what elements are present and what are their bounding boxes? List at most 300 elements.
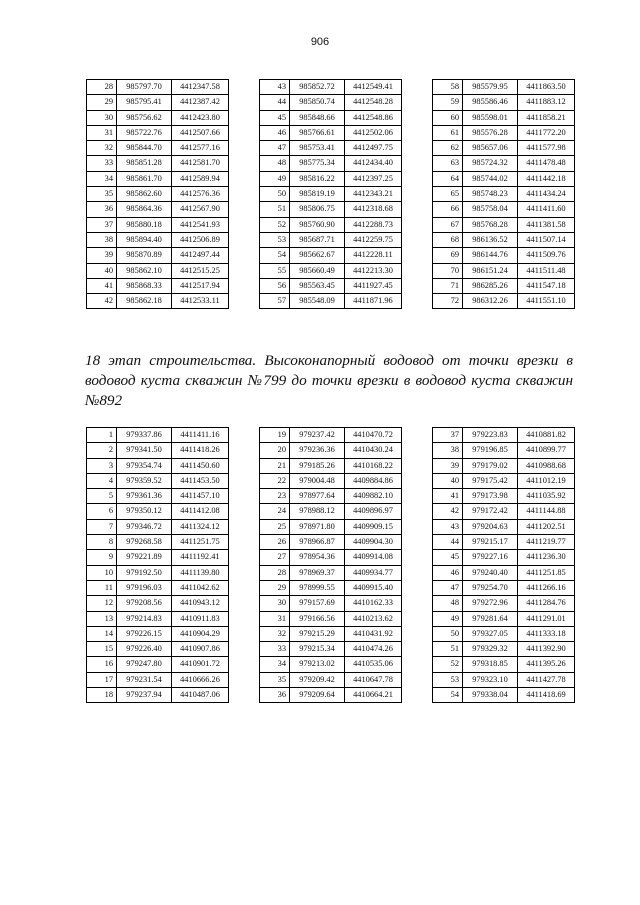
- table-row: [87, 125, 229, 140]
- x-coordinate-cell: 979236.36: [290, 443, 345, 458]
- y-coordinate-cell: 4410901.72: [172, 657, 229, 672]
- y-coordinate-cell: 4411219.77: [518, 535, 575, 550]
- table-row: [433, 443, 575, 458]
- x-coordinate-cell: 985662.67: [290, 248, 345, 263]
- y-coordinate-cell: 4411442.18: [518, 171, 575, 186]
- point-number-cell: 15: [87, 642, 117, 657]
- coordinates-table-bottom-1: [86, 427, 229, 703]
- x-coordinate-cell: 979215.29: [290, 626, 345, 641]
- y-coordinate-cell: 4412548.28: [345, 95, 402, 110]
- point-number-cell: 2: [87, 443, 117, 458]
- table-row: [260, 550, 402, 565]
- point-number-cell: 19: [260, 428, 290, 443]
- y-coordinate-cell: 4411453.50: [172, 473, 229, 488]
- x-coordinate-cell: 985844.70: [117, 141, 172, 156]
- x-coordinate-cell: 978988.12: [290, 504, 345, 519]
- point-number-cell: 62: [433, 141, 463, 156]
- y-coordinate-cell: 4411551.10: [518, 294, 575, 309]
- y-coordinate-cell: 4411236.30: [518, 550, 575, 565]
- y-coordinate-cell: 4410213.62: [345, 611, 402, 626]
- table-row: [433, 565, 575, 580]
- point-number-cell: 14: [87, 626, 117, 641]
- table-row: [260, 458, 402, 473]
- point-number-cell: 33: [87, 156, 117, 171]
- table-row: [260, 217, 402, 232]
- y-coordinate-cell: 4411412.08: [172, 504, 229, 519]
- x-coordinate-cell: 979196.85: [463, 443, 518, 458]
- x-coordinate-cell: 979215.34: [290, 642, 345, 657]
- table-row: [87, 489, 229, 504]
- point-number-cell: 55: [260, 263, 290, 278]
- table-row: [87, 217, 229, 232]
- y-coordinate-cell: 4411427.78: [518, 672, 575, 687]
- y-coordinate-cell: 4411144.88: [518, 504, 575, 519]
- table-row: [260, 187, 402, 202]
- y-coordinate-cell: 4411139.80: [172, 565, 229, 580]
- table-row: [260, 278, 402, 293]
- x-coordinate-cell: 979196.03: [117, 580, 172, 595]
- table-row: [260, 473, 402, 488]
- table-row: [433, 504, 575, 519]
- table-row: [87, 278, 229, 293]
- point-number-cell: 7: [87, 519, 117, 534]
- table-row: [433, 458, 575, 473]
- y-coordinate-cell: 4411202.51: [518, 519, 575, 534]
- x-coordinate-cell: 985862.10: [117, 263, 172, 278]
- x-coordinate-cell: 979237.94: [117, 688, 172, 703]
- table-row: [87, 473, 229, 488]
- x-coordinate-cell: 979226.15: [117, 626, 172, 641]
- point-number-cell: 43: [433, 519, 463, 534]
- table-row: [260, 504, 402, 519]
- x-coordinate-cell: 978969.37: [290, 565, 345, 580]
- x-coordinate-cell: 979247.80: [117, 657, 172, 672]
- table-row: [87, 80, 229, 95]
- y-coordinate-cell: 4410470.72: [345, 428, 402, 443]
- y-coordinate-cell: 4412577.16: [172, 141, 229, 156]
- x-coordinate-cell: 979209.42: [290, 672, 345, 687]
- point-number-cell: 50: [260, 187, 290, 202]
- x-coordinate-cell: 979327.05: [463, 626, 518, 641]
- table-row: [433, 171, 575, 186]
- point-number-cell: 3: [87, 458, 117, 473]
- x-coordinate-cell: 979208.56: [117, 596, 172, 611]
- y-coordinate-cell: 4411863.50: [518, 80, 575, 95]
- x-coordinate-cell: 985768.28: [463, 217, 518, 232]
- y-coordinate-cell: 4410487.06: [172, 688, 229, 703]
- y-coordinate-cell: 4411012.19: [518, 473, 575, 488]
- point-number-cell: 26: [260, 535, 290, 550]
- y-coordinate-cell: 4411251.75: [172, 535, 229, 550]
- point-number-cell: 40: [433, 473, 463, 488]
- table-row: [260, 141, 402, 156]
- y-coordinate-cell: 4412434.40: [345, 156, 402, 171]
- x-coordinate-cell: 979350.12: [117, 504, 172, 519]
- y-coordinate-cell: 4410162.33: [345, 596, 402, 611]
- point-number-cell: 64: [433, 171, 463, 186]
- point-number-cell: 56: [260, 278, 290, 293]
- table-row: [87, 428, 229, 443]
- table-row: [87, 580, 229, 595]
- x-coordinate-cell: 979240.40: [463, 565, 518, 580]
- point-number-cell: 54: [433, 688, 463, 703]
- table-row: [260, 596, 402, 611]
- table-row: [260, 156, 402, 171]
- point-number-cell: 51: [260, 202, 290, 217]
- y-coordinate-cell: 4411772.20: [518, 125, 575, 140]
- y-coordinate-cell: 4409909.15: [345, 519, 402, 534]
- point-number-cell: 48: [433, 596, 463, 611]
- point-number-cell: 44: [433, 535, 463, 550]
- section-heading: 18 этап строительства. Высоконапорный водовод от точки врезки в водовод куста скважин №799 до точки врезки в водовод куста скважин №892: [85, 352, 573, 409]
- x-coordinate-cell: 978971.80: [290, 519, 345, 534]
- y-coordinate-cell: 4412507.66: [172, 125, 229, 140]
- table-row: [433, 535, 575, 550]
- x-coordinate-cell: 985851.28: [117, 156, 172, 171]
- y-coordinate-cell: 4411547.18: [518, 278, 575, 293]
- y-coordinate-cell: 4410535.06: [345, 657, 402, 672]
- point-number-cell: 8: [87, 535, 117, 550]
- y-coordinate-cell: 4411251.85: [518, 565, 575, 580]
- x-coordinate-cell: 979323.10: [463, 672, 518, 687]
- table-row: [260, 294, 402, 309]
- x-coordinate-cell: 979185.26: [290, 458, 345, 473]
- y-coordinate-cell: 4411457.10: [172, 489, 229, 504]
- point-number-cell: 71: [433, 278, 463, 293]
- table-row: [433, 626, 575, 641]
- point-number-cell: 30: [260, 596, 290, 611]
- x-coordinate-cell: 985797.70: [117, 80, 172, 95]
- x-coordinate-cell: 979346.72: [117, 519, 172, 534]
- x-coordinate-cell: 985760.90: [290, 217, 345, 232]
- table-row: [433, 217, 575, 232]
- point-number-cell: 25: [260, 519, 290, 534]
- point-number-cell: 28: [260, 565, 290, 580]
- x-coordinate-cell: 979173.98: [463, 489, 518, 504]
- point-number-cell: 53: [433, 672, 463, 687]
- x-coordinate-cell: 985586.46: [463, 95, 518, 110]
- point-number-cell: 42: [87, 294, 117, 309]
- point-number-cell: 29: [260, 580, 290, 595]
- y-coordinate-cell: 4411333.18: [518, 626, 575, 641]
- table-row: [433, 672, 575, 687]
- x-coordinate-cell: 985870.89: [117, 248, 172, 263]
- point-number-cell: 36: [260, 688, 290, 703]
- table-row: [433, 80, 575, 95]
- table-row: [260, 535, 402, 550]
- point-number-cell: 53: [260, 232, 290, 247]
- point-number-cell: 20: [260, 443, 290, 458]
- x-coordinate-cell: 985816.22: [290, 171, 345, 186]
- y-coordinate-cell: 4411042.62: [172, 580, 229, 595]
- y-coordinate-cell: 4410474.26: [345, 642, 402, 657]
- x-coordinate-cell: 978977.64: [290, 489, 345, 504]
- point-number-cell: 72: [433, 294, 463, 309]
- y-coordinate-cell: 4412515.25: [172, 263, 229, 278]
- x-coordinate-cell: 986151.24: [463, 263, 518, 278]
- x-coordinate-cell: 979204.63: [463, 519, 518, 534]
- y-coordinate-cell: 4411266.16: [518, 580, 575, 595]
- point-number-cell: 45: [260, 110, 290, 125]
- x-coordinate-cell: 985657.06: [463, 141, 518, 156]
- y-coordinate-cell: 4411883.12: [518, 95, 575, 110]
- point-number-cell: 28: [87, 80, 117, 95]
- table-row: [260, 657, 402, 672]
- table-row: [87, 187, 229, 202]
- y-coordinate-cell: 4411381.58: [518, 217, 575, 232]
- point-number-cell: 57: [260, 294, 290, 309]
- x-coordinate-cell: 978966.87: [290, 535, 345, 550]
- table-row: [87, 443, 229, 458]
- x-coordinate-cell: 979223.83: [463, 428, 518, 443]
- table-row: [260, 95, 402, 110]
- table-row: [260, 232, 402, 247]
- y-coordinate-cell: 4412589.94: [172, 171, 229, 186]
- table-row: [433, 611, 575, 626]
- point-number-cell: 40: [87, 263, 117, 278]
- y-coordinate-cell: 4411395.26: [518, 657, 575, 672]
- table-row: [87, 611, 229, 626]
- coordinates-table-bottom-2: [259, 427, 402, 703]
- point-number-cell: 4: [87, 473, 117, 488]
- table-row: [87, 171, 229, 186]
- coordinates-table-top-3: [432, 79, 575, 309]
- x-coordinate-cell: 979175.42: [463, 473, 518, 488]
- point-number-cell: 43: [260, 80, 290, 95]
- table-row: [433, 519, 575, 534]
- table-row: [87, 202, 229, 217]
- table-row: [260, 580, 402, 595]
- x-coordinate-cell: 985576.28: [463, 125, 518, 140]
- x-coordinate-cell: 985819.19: [290, 187, 345, 202]
- x-coordinate-cell: 985548.09: [290, 294, 345, 309]
- x-coordinate-cell: 979213.02: [290, 657, 345, 672]
- point-number-cell: 29: [87, 95, 117, 110]
- x-coordinate-cell: 979215.17: [463, 535, 518, 550]
- y-coordinate-cell: 4412549.41: [345, 80, 402, 95]
- x-coordinate-cell: 979231.54: [117, 672, 172, 687]
- y-coordinate-cell: 4409915.40: [345, 580, 402, 595]
- y-coordinate-cell: 4411411.16: [172, 428, 229, 443]
- x-coordinate-cell: 985850.74: [290, 95, 345, 110]
- point-number-cell: 47: [433, 580, 463, 595]
- table-row: [433, 278, 575, 293]
- y-coordinate-cell: 4412387.42: [172, 95, 229, 110]
- y-coordinate-cell: 4411927.45: [345, 278, 402, 293]
- coordinates-table-bottom-3: [432, 427, 575, 703]
- y-coordinate-cell: 4412581.70: [172, 156, 229, 171]
- x-coordinate-cell: 979004.48: [290, 473, 345, 488]
- table-row: [260, 428, 402, 443]
- y-coordinate-cell: 4410664.21: [345, 688, 402, 703]
- point-number-cell: 31: [260, 611, 290, 626]
- y-coordinate-cell: 4412506.89: [172, 232, 229, 247]
- point-number-cell: 41: [87, 278, 117, 293]
- x-coordinate-cell: 979354.74: [117, 458, 172, 473]
- point-number-cell: 34: [87, 171, 117, 186]
- y-coordinate-cell: 4409896.97: [345, 504, 402, 519]
- table-row: [433, 294, 575, 309]
- table-row: [87, 672, 229, 687]
- x-coordinate-cell: 985868.33: [117, 278, 172, 293]
- point-number-cell: 9: [87, 550, 117, 565]
- x-coordinate-cell: 985660.49: [290, 263, 345, 278]
- point-number-cell: 32: [87, 141, 117, 156]
- y-coordinate-cell: 4412541.93: [172, 217, 229, 232]
- table-row: [260, 688, 402, 703]
- table-row: [87, 626, 229, 641]
- table-row: [260, 626, 402, 641]
- x-coordinate-cell: 985862.60: [117, 187, 172, 202]
- point-number-cell: 54: [260, 248, 290, 263]
- y-coordinate-cell: 4411871.96: [345, 294, 402, 309]
- y-coordinate-cell: 4409904.30: [345, 535, 402, 550]
- y-coordinate-cell: 4411418.69: [518, 688, 575, 703]
- y-coordinate-cell: 4410647.78: [345, 672, 402, 687]
- y-coordinate-cell: 4410911.83: [172, 611, 229, 626]
- table-row: [433, 473, 575, 488]
- point-number-cell: 37: [87, 217, 117, 232]
- table-row: [87, 95, 229, 110]
- point-number-cell: 60: [433, 110, 463, 125]
- x-coordinate-cell: 985722.76: [117, 125, 172, 140]
- table-row: [87, 141, 229, 156]
- table-row: [433, 642, 575, 657]
- y-coordinate-cell: 4409934.77: [345, 565, 402, 580]
- point-number-cell: 10: [87, 565, 117, 580]
- y-coordinate-cell: 4410907.86: [172, 642, 229, 657]
- point-number-cell: 69: [433, 248, 463, 263]
- table-row: [260, 443, 402, 458]
- point-number-cell: 46: [260, 125, 290, 140]
- table-row: [433, 248, 575, 263]
- y-coordinate-cell: 4412397.25: [345, 171, 402, 186]
- y-coordinate-cell: 4410988.68: [518, 458, 575, 473]
- point-number-cell: 30: [87, 110, 117, 125]
- y-coordinate-cell: 4412288.73: [345, 217, 402, 232]
- point-number-cell: 37: [433, 428, 463, 443]
- table-row: [260, 519, 402, 534]
- table-row: [87, 550, 229, 565]
- x-coordinate-cell: 979337.86: [117, 428, 172, 443]
- table-row: [433, 489, 575, 504]
- x-coordinate-cell: 985748.23: [463, 187, 518, 202]
- x-coordinate-cell: 979192.50: [117, 565, 172, 580]
- point-number-cell: 6: [87, 504, 117, 519]
- x-coordinate-cell: 985563.45: [290, 278, 345, 293]
- point-number-cell: 34: [260, 657, 290, 672]
- point-number-cell: 63: [433, 156, 463, 171]
- coordinates-table-top-1: [86, 79, 229, 309]
- table-row: [87, 263, 229, 278]
- point-number-cell: 41: [433, 489, 463, 504]
- point-number-cell: 35: [87, 187, 117, 202]
- point-number-cell: 46: [433, 565, 463, 580]
- x-coordinate-cell: 985724.32: [463, 156, 518, 171]
- x-coordinate-cell: 979209.64: [290, 688, 345, 703]
- table-row: [87, 458, 229, 473]
- point-number-cell: 17: [87, 672, 117, 687]
- table-row: [260, 565, 402, 580]
- y-coordinate-cell: 4409882.10: [345, 489, 402, 504]
- y-coordinate-cell: 4411577.98: [518, 141, 575, 156]
- table-row: [87, 596, 229, 611]
- y-coordinate-cell: 4410904.29: [172, 626, 229, 641]
- y-coordinate-cell: 4411509.76: [518, 248, 575, 263]
- table-row: [87, 110, 229, 125]
- table-row: [87, 535, 229, 550]
- table-row: [260, 202, 402, 217]
- x-coordinate-cell: 985806.75: [290, 202, 345, 217]
- table-row: [260, 125, 402, 140]
- y-coordinate-cell: 4410881.82: [518, 428, 575, 443]
- table-row: [433, 428, 575, 443]
- table-row: [433, 657, 575, 672]
- point-number-cell: 52: [433, 657, 463, 672]
- y-coordinate-cell: 4410168.22: [345, 458, 402, 473]
- y-coordinate-cell: 4412318.68: [345, 202, 402, 217]
- x-coordinate-cell: 979214.83: [117, 611, 172, 626]
- x-coordinate-cell: 979179.02: [463, 458, 518, 473]
- y-coordinate-cell: 4412347.58: [172, 80, 229, 95]
- x-coordinate-cell: 979226.40: [117, 642, 172, 657]
- y-coordinate-cell: 4412502.06: [345, 125, 402, 140]
- x-coordinate-cell: 986136.52: [463, 232, 518, 247]
- x-coordinate-cell: 979272.96: [463, 596, 518, 611]
- y-coordinate-cell: 4412548.86: [345, 110, 402, 125]
- y-coordinate-cell: 4411858.21: [518, 110, 575, 125]
- x-coordinate-cell: 985756.62: [117, 110, 172, 125]
- point-number-cell: 21: [260, 458, 290, 473]
- point-number-cell: 39: [433, 458, 463, 473]
- point-number-cell: 23: [260, 489, 290, 504]
- x-coordinate-cell: 978999.55: [290, 580, 345, 595]
- table-row: [260, 489, 402, 504]
- x-coordinate-cell: 978954.36: [290, 550, 345, 565]
- table-row: [433, 580, 575, 595]
- table-row: [433, 187, 575, 202]
- table-row: [433, 232, 575, 247]
- point-number-cell: 32: [260, 626, 290, 641]
- y-coordinate-cell: 4410899.77: [518, 443, 575, 458]
- y-coordinate-cell: 4412423.80: [172, 110, 229, 125]
- y-coordinate-cell: 4411507.14: [518, 232, 575, 247]
- point-number-cell: 48: [260, 156, 290, 171]
- y-coordinate-cell: 4410666.26: [172, 672, 229, 687]
- point-number-cell: 33: [260, 642, 290, 657]
- y-coordinate-cell: 4409884.86: [345, 473, 402, 488]
- x-coordinate-cell: 979172.42: [463, 504, 518, 519]
- x-coordinate-cell: 979254.70: [463, 580, 518, 595]
- point-number-cell: 5: [87, 489, 117, 504]
- y-coordinate-cell: 4411392.90: [518, 642, 575, 657]
- table-row: [433, 596, 575, 611]
- x-coordinate-cell: 979361.36: [117, 489, 172, 504]
- table-row: [87, 294, 229, 309]
- x-coordinate-cell: 986312.26: [463, 294, 518, 309]
- y-coordinate-cell: 4412576.36: [172, 187, 229, 202]
- point-number-cell: 18: [87, 688, 117, 703]
- y-coordinate-cell: 4412533.11: [172, 294, 229, 309]
- table-row: [433, 550, 575, 565]
- x-coordinate-cell: 979338.04: [463, 688, 518, 703]
- y-coordinate-cell: 4411324.12: [172, 519, 229, 534]
- point-number-cell: 52: [260, 217, 290, 232]
- x-coordinate-cell: 985758.04: [463, 202, 518, 217]
- table-row: [260, 80, 402, 95]
- table-row: [87, 504, 229, 519]
- table-row: [433, 202, 575, 217]
